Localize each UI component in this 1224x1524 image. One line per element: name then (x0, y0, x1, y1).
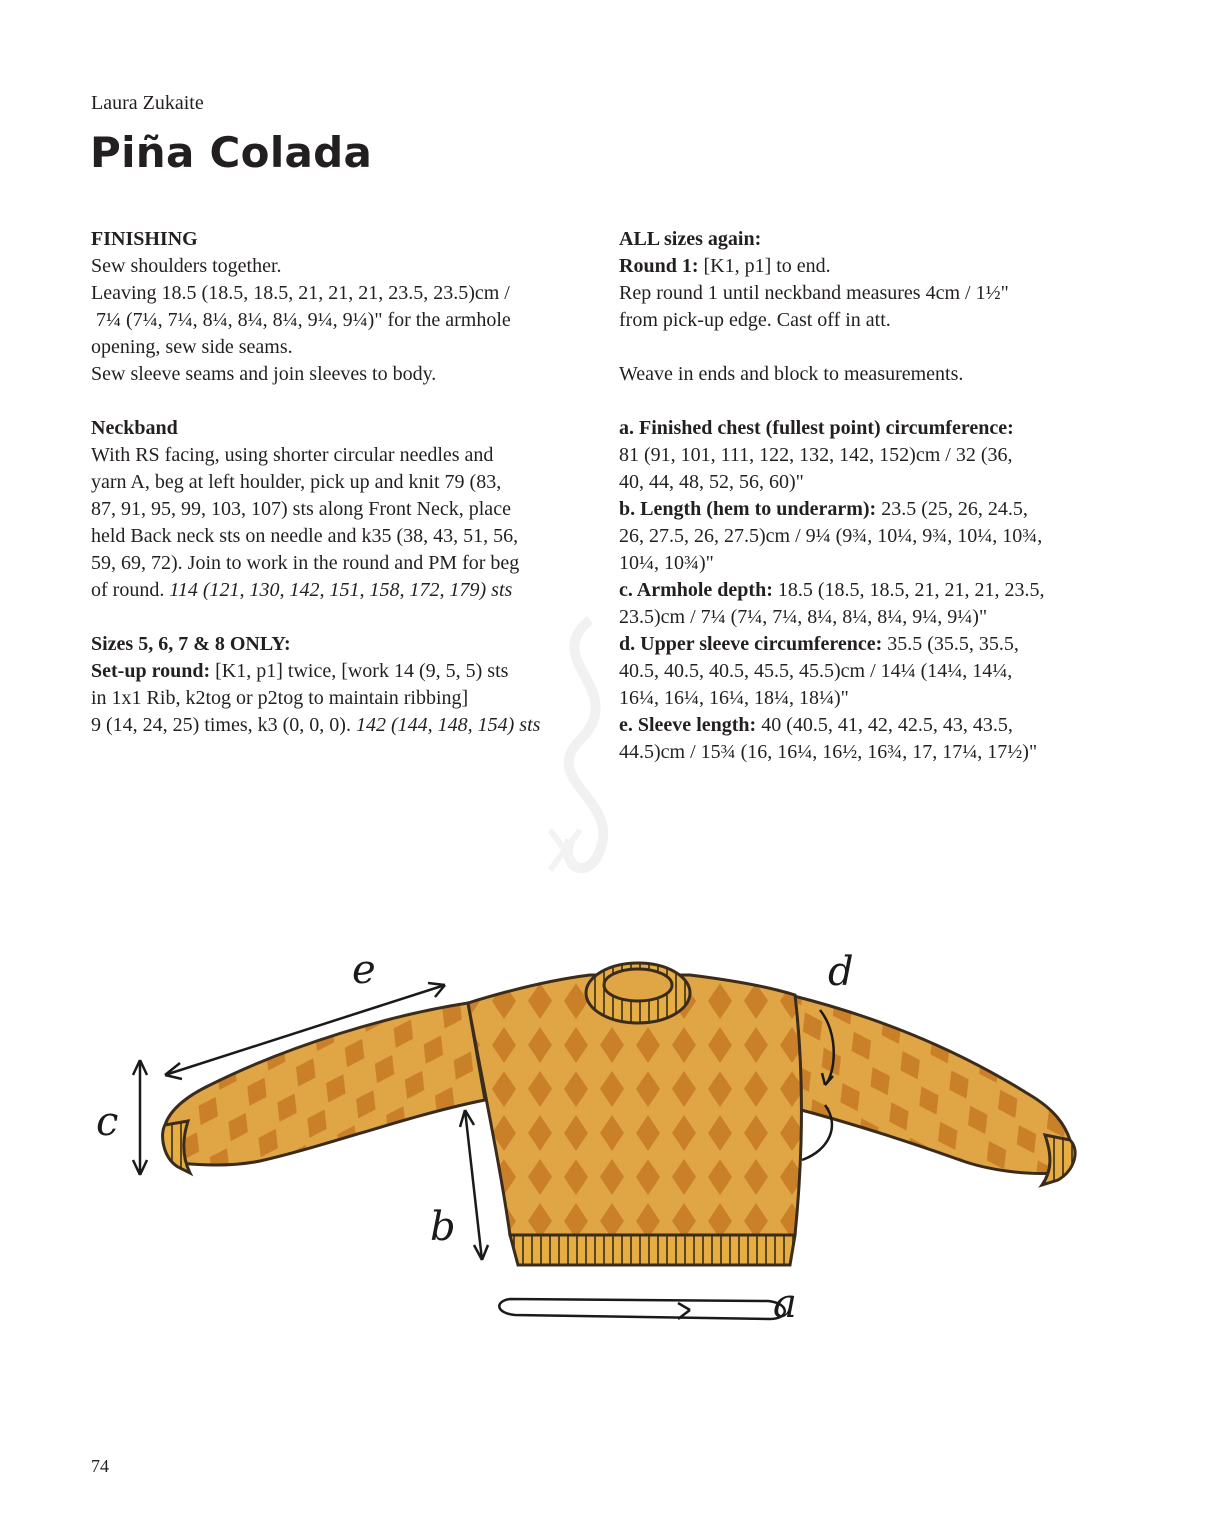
all-sizes-line: from pick-up edge. Cast off in att. (619, 309, 891, 331)
measurement-d (619, 631, 1139, 658)
page-title: Piña Colada (90, 128, 373, 177)
label-c: c (96, 1099, 119, 1145)
all-sizes-heading: ALL sizes again: (619, 228, 762, 250)
measurement-a-value: 40, 44, 48, 52, 56, 60)" (619, 471, 804, 493)
label-a: a (773, 1281, 797, 1327)
measurement-d-value: 35.5 (35.5, 35.5, (882, 633, 1019, 655)
right-sleeve (790, 995, 1075, 1185)
neckband-line: 87, 91, 95, 99, 103, 107) sts along Front Neck, place (91, 498, 511, 520)
sizes-line (91, 658, 591, 685)
finishing-line: opening, sew side seams. (91, 336, 293, 358)
all-sizes-line (619, 253, 1139, 280)
measurement-c-value: 23.5)cm / 7¼ (7¼, 7¼, 8¼, 8¼, 8¼, 9¼, 9¼)" (619, 606, 988, 628)
left-column (91, 226, 591, 739)
finishing-line: Sew shoulders together. (91, 255, 282, 277)
measurement-d-value: 16¼, 16¼, 16¼, 18¼, 18¼)" (619, 687, 849, 709)
finishing-line: Sew sleeve seams and join sleeves to body. (91, 363, 437, 385)
stitch-count: 114 (121, 130, 142, 151, 158, 172, 179) sts (169, 579, 513, 601)
setup-round-label: Set-up round: (91, 660, 211, 682)
label-d: d (828, 949, 854, 995)
measurement-b-label: b. Length (hem to underarm): (619, 498, 877, 520)
measurement-b-value: 10¼, 10¾)" (619, 552, 714, 574)
right-column (619, 226, 1139, 766)
neckband-line: With RS facing, using shorter circular needles and (91, 444, 494, 466)
label-e: e (352, 947, 376, 993)
neckband-line: 59, 69, 72). Join to work in the round and PM for beg (91, 552, 520, 574)
sweater-body (468, 963, 801, 1265)
round-1-label: Round 1: (619, 255, 699, 277)
measurement-e-value: 44.5)cm / 15¾ (16, 16¼, 16½, 16¾, 17, 17¼, 17½)" (619, 741, 1038, 763)
page-number: 74 (91, 1456, 109, 1476)
weave-instruction: Weave in ends and block to measurements. (619, 363, 964, 385)
watermark-logo (520, 600, 660, 900)
measurement-b (619, 496, 1139, 523)
setup-round-text: [K1, p1] twice, [work 14 (9, 5, 5) sts (210, 660, 509, 682)
finishing-heading: FINISHING (91, 228, 198, 250)
round-1-text: [K1, p1] to end. (698, 255, 831, 277)
label-b: b (430, 1204, 456, 1250)
all-sizes-line: Rep round 1 until neckband measures 4cm / 1½" (619, 282, 1009, 304)
sizes-text: 9 (14, 24, 25) times, k3 (0, 0, 0). (91, 714, 356, 736)
measurement-c-label: c. Armhole depth: (619, 579, 773, 601)
measurement-a-label: a. Finished chest (fullest point) circumference: (619, 417, 1014, 439)
neckband-heading: Neckband (91, 417, 178, 439)
author-name: Laura Zukaite (91, 92, 204, 114)
measurement-d-value: 40.5, 40.5, 40.5, 45.5, 45.5)cm / 14¼ (14¼, 14¼, (619, 660, 1013, 682)
finishing-line: 7¼ (7¼, 7¼, 8¼, 8¼, 8¼, 9¼, 9¼)" for the armhole (96, 309, 511, 331)
measurement-b-value: 26, 27.5, 26, 27.5)cm / 9¼ (9¾, 10¼, 9¾, 10¼, 10¾, (619, 525, 1043, 547)
measurement-e-value: 40 (40.5, 41, 42, 42.5, 43, 43.5, (756, 714, 1013, 736)
stitch-count: 142 (144, 148, 154) sts (355, 714, 541, 736)
neckband-text: of round. (91, 579, 170, 601)
sweater-schematic (90, 935, 1150, 1355)
measurement-e-label: e. Sleeve length: (619, 714, 757, 736)
neckband-line (91, 577, 591, 604)
measurement-e (619, 712, 1139, 739)
measurement-d-label: d. Upper sleeve circumference: (619, 633, 883, 655)
neckband-line: yarn A, beg at left houlder, pick up and knit 79 (83, (91, 471, 502, 493)
measurement-c (619, 577, 1139, 604)
measurement-c-value: 18.5 (18.5, 18.5, 21, 21, 21, 23.5, (772, 579, 1045, 601)
measurement-a-value: 81 (91, 101, 111, 122, 132, 142, 152)cm / 32 (36, (619, 444, 1013, 466)
measurement-b-value: 23.5 (25, 26, 24.5, (876, 498, 1028, 520)
sizes-line: in 1x1 Rib, k2tog or p2tog to maintain ribbing] (91, 687, 469, 709)
neckband-line: held Back neck sts on needle and k35 (38, 43, 51, 56, (91, 525, 519, 547)
sizes-heading: Sizes 5, 6, 7 & 8 ONLY: (91, 633, 291, 655)
finishing-line: Leaving 18.5 (18.5, 18.5, 21, 21, 21, 23.5, 23.5)cm / (91, 282, 510, 304)
left-sleeve (163, 1003, 485, 1173)
sizes-line (91, 712, 591, 739)
